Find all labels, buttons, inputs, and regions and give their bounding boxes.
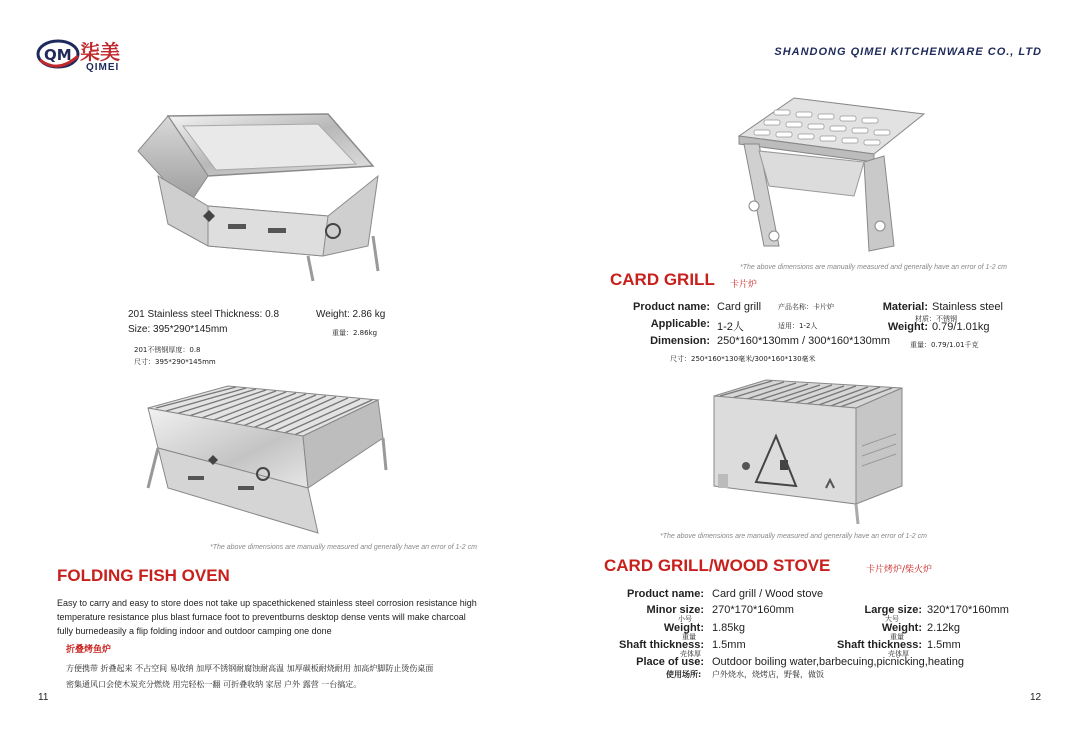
folding-fish-oven-title-cn: 折叠烤鱼炉 xyxy=(66,645,112,655)
dimension-label: Dimension: xyxy=(650,335,710,347)
large-size-cn: 大号 xyxy=(885,615,899,623)
company-name: SHANDONG QIMEI KITCHENWARE CO., LTD xyxy=(774,46,1042,58)
ws-weight-large-cn: 重量 xyxy=(890,633,904,641)
logo-en-text: QIMEI xyxy=(86,62,120,73)
page-number-left: 11 xyxy=(38,692,49,703)
folding-fish-oven-description-cn-2: 密集通风口会使木炭充分燃烧 用完轻松一翻 可折叠收纳 家居 户外 露营 一台搞定。 xyxy=(66,680,362,689)
card-grill-weight-cn: 重量：0.79/1.01千克 xyxy=(910,341,979,349)
shaft-thickness-minor-cn: 壳体厚 xyxy=(680,650,701,658)
place-of-use-value: Outdoor boiling water,barbecuing,picnicking,heating xyxy=(712,656,964,668)
minor-size-cn: 小号 xyxy=(678,615,692,623)
place-of-use-label: Place of use: xyxy=(636,656,704,668)
shaft-thickness-minor-value: 1.5mm xyxy=(712,639,746,651)
ws-weight-label-minor: Weight: xyxy=(663,622,704,634)
thickness-spec-cn: 201不锈钢厚度：0.8 xyxy=(134,346,201,354)
applicable-cn: 适用：1-2人 xyxy=(778,322,818,330)
shaft-thickness-large-cn: 壳体厚 xyxy=(888,650,909,658)
card-grill-weight-value: 0.79/1.01kg xyxy=(932,321,990,333)
ws-product-name-value: Card grill / Wood stove xyxy=(712,588,824,600)
fish-oven-tray-image xyxy=(128,106,400,286)
ws-weight-minor-value: 1.85kg xyxy=(712,622,746,634)
size-spec-cn: 尺寸：395*290*145mm xyxy=(134,358,216,366)
material-cn: 材质：不锈钢 xyxy=(915,315,957,323)
page-number-right: 12 xyxy=(1030,692,1042,703)
wood-stove-image xyxy=(706,376,906,526)
dimension-note-left: *The above dimensions are manually measured and generally have an error of 1-2 cm xyxy=(210,544,477,551)
wood-stove-title-cn: 卡片烤炉/柴火炉 xyxy=(866,565,933,575)
applicable-value: 1-2人 xyxy=(717,321,744,333)
material-value: Stainless steel xyxy=(932,301,1003,313)
large-size-label: Large size: xyxy=(864,604,922,616)
dimension-cn: 尺寸：250*160*130毫米/300*160*130毫米 xyxy=(670,355,816,363)
applicable-label: Applicable: xyxy=(650,318,710,330)
ws-weight-minor-cn: 重量 xyxy=(682,633,696,641)
product-name-cn: 产品名称：卡片炉 xyxy=(778,303,834,311)
weight-spec-cn: 重量：2.86kg xyxy=(332,329,378,337)
thickness-spec: 201 Stainless steel Thickness: 0.8 xyxy=(128,309,280,320)
card-grill-title: CARD GRILL xyxy=(610,270,715,289)
wood-stove-title: CARD GRILL/WOOD STOVE xyxy=(604,556,831,575)
logo-cn-text: 柒美 xyxy=(80,40,120,64)
qm-logo-icon xyxy=(36,34,82,74)
shaft-thickness-large-value: 1.5mm xyxy=(927,639,961,651)
dimension-note-right-2: *The above dimensions are manually measured and generally have an error of 1-2 cm xyxy=(660,533,927,540)
minor-size-label: Minor size: xyxy=(646,604,704,616)
shaft-thickness-label-large: Shaft thickness: xyxy=(837,639,922,651)
product-name-value: Card grill xyxy=(717,301,762,313)
folding-fish-oven-description: Easy to carry and easy to store does not take up spacethickened stainless steel corrosion resistance high temperature resistance plus blast furnace foot to preventburns desktop dense vents will make charcoal fully burnedeasily a flip folding indoor and outdoor camping one done xyxy=(57,598,477,636)
card-grill-image xyxy=(734,96,930,256)
product-name-label: Product name: xyxy=(632,301,710,313)
ws-weight-large-value: 2.12kg xyxy=(927,622,961,634)
card-grill-title-cn: 卡片炉 xyxy=(730,280,758,290)
folding-fish-oven-image xyxy=(128,378,398,540)
minor-size-value: 270*170*160mm xyxy=(712,604,794,616)
folding-fish-oven-title: FOLDING FISH OVEN xyxy=(57,566,230,585)
weight-spec: Weight: 2.86 kg xyxy=(316,309,386,320)
ws-weight-label-large: Weight: xyxy=(881,622,922,634)
place-of-use-cn-label: 使用场所: xyxy=(666,670,702,679)
folding-fish-oven-description-cn-1: 方便携带 折叠起来 不占空间 易收纳 加厚不锈钢耐腐蚀耐高温 加厚碳板耐烧耐用 加高炉脚防止烫伤桌面 xyxy=(66,664,434,673)
shaft-thickness-label-minor: Shaft thickness: xyxy=(619,639,704,651)
ws-product-name-label: Product name: xyxy=(626,588,704,600)
svg-text:QM: QM xyxy=(44,46,72,64)
material-label: Material: xyxy=(882,301,928,313)
dimension-value: 250*160*130mm / 300*160*130mm xyxy=(717,335,891,347)
dimension-note-right-1: *The above dimensions are manually measured and generally have an error of 1-2 cm xyxy=(740,264,1007,271)
card-grill-weight-label: Weight: xyxy=(887,321,928,333)
logo xyxy=(36,32,136,78)
place-of-use-cn-value: 户外烧水，烧烤店，野餐，做饭 xyxy=(712,670,824,679)
large-size-value: 320*170*160mm xyxy=(927,604,1009,616)
size-spec: Size: 395*290*145mm xyxy=(128,324,228,335)
